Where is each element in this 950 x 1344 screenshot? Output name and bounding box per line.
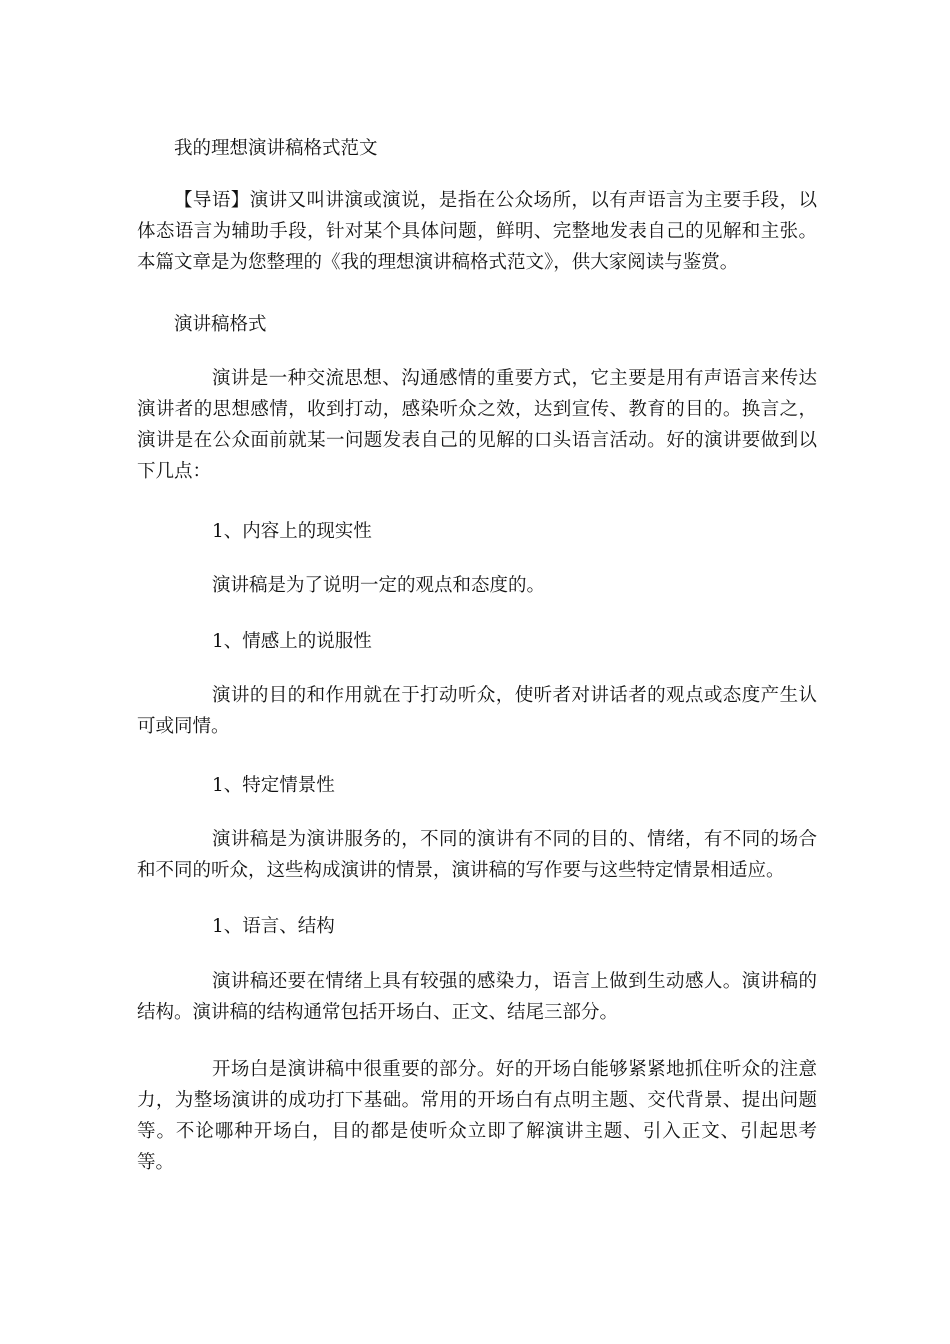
- point-heading-2: 1、情感上的说服性: [212, 631, 372, 652]
- point-body-2: 演讲的目的和作用就在于打动听众，使听者对讲话者的观点或态度产生认可或同情。: [137, 685, 817, 737]
- section-intro-paragraph: 演讲是一种交流思想、沟通感情的重要方式，它主要是用有声语言来传达演讲者的思想感情，收到打动，感染听众之效，达到宣传、教育的目的。换言之，演讲是在公众面前就某一问题发表自己的见解的口头语言活动。好的演讲要做到以下几点：: [137, 368, 817, 482]
- point-heading-4: 1、语言、结构: [212, 916, 335, 937]
- document-title: 我的理想演讲稿格式范文: [174, 138, 378, 159]
- point-body-4: 演讲稿还要在情绪上具有较强的感染力，语言上做到生动感人。演讲稿的结构。演讲稿的结构通常包括开场白、正文、结尾三部分。: [137, 971, 817, 1023]
- section-heading: 演讲稿格式: [174, 314, 267, 335]
- point-body-1: 演讲稿是为了说明一定的观点和态度的。: [212, 575, 546, 596]
- point-heading-1: 1、内容上的现实性: [212, 521, 372, 542]
- point-heading-3: 1、特定情景性: [212, 775, 335, 796]
- intro-paragraph: 【导语】演讲又叫讲演或演说，是指在公众场所，以有声语言为主要手段，以体态语言为辅助手段，针对某个具体问题，鲜明、完整地发表自己的见解和主张。本篇文章是为您整理的《我的理想演讲稿格式范文》，供大家阅读与鉴赏。: [137, 190, 817, 273]
- point-body-3: 演讲稿是为演讲服务的，不同的演讲有不同的目的、情绪，有不同的场合和不同的听众，这些构成演讲的情景，演讲稿的写作要与这些特定情景相适应。: [137, 829, 817, 881]
- opening-paragraph: 开场白是演讲稿中很重要的部分。好的开场白能够紧紧地抓住听众的注意力，为整场演讲的成功打下基础。常用的开场白有点明主题、交代背景、提出问题等。不论哪种开场白，目的都是使听众立即了解演讲主题、引入正文、引起思考等。: [137, 1059, 817, 1173]
